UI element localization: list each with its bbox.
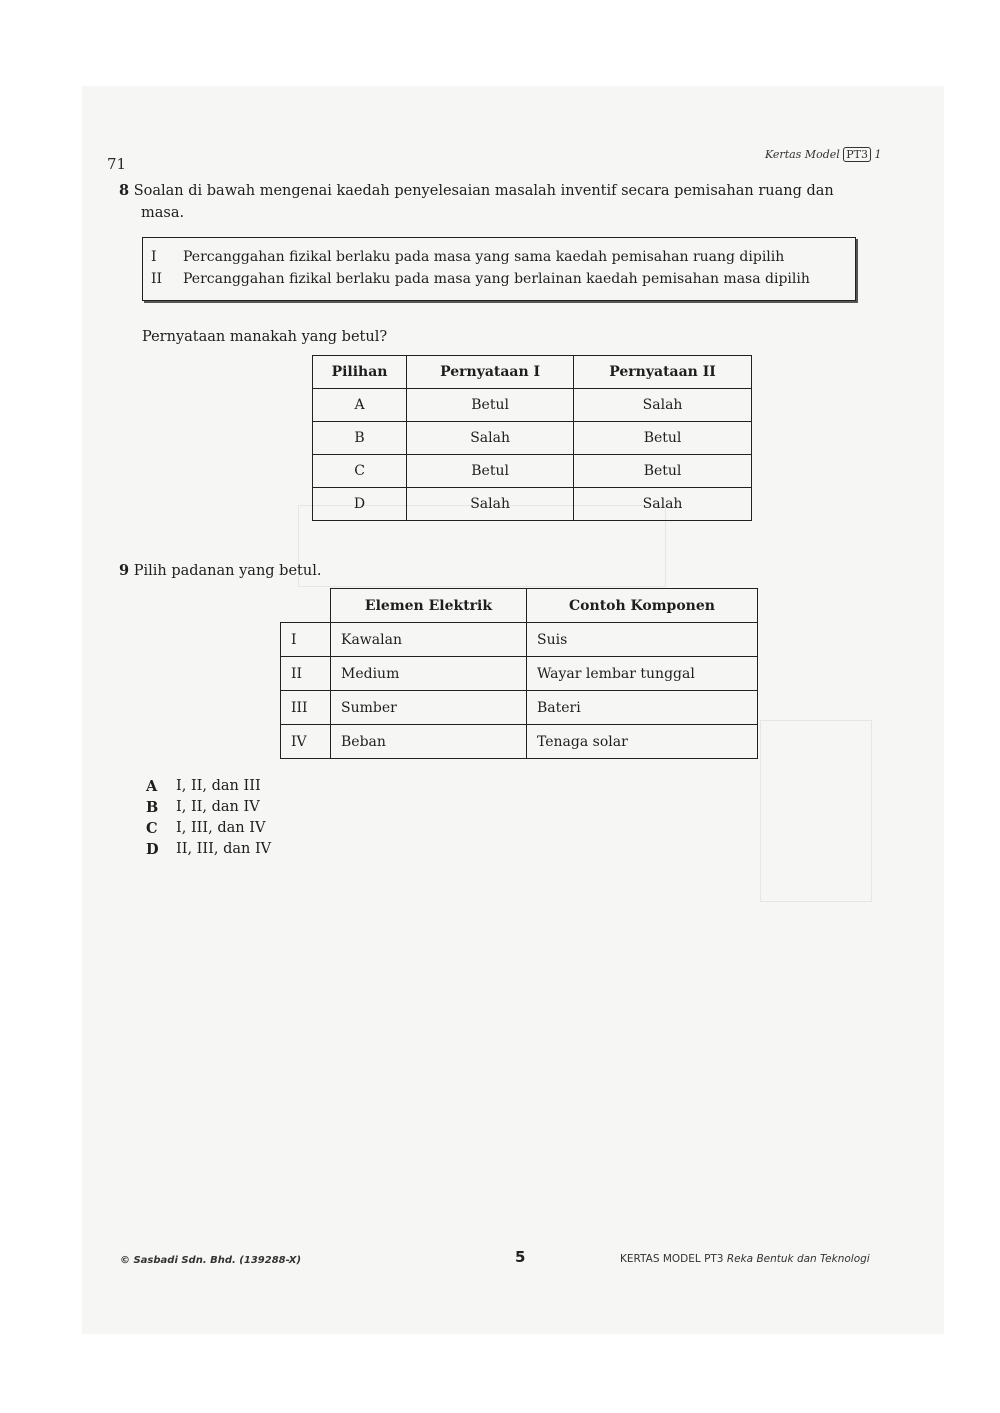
statement-row: [151, 268, 855, 290]
option-text: I, II, dan III: [176, 778, 261, 794]
statement-roman: I: [151, 249, 157, 265]
question-8-ask: Pernyataan manakah yang betul?: [142, 329, 388, 345]
cell-roman: II: [281, 657, 331, 691]
blank-corner: [281, 589, 331, 623]
cell-roman: I: [281, 623, 331, 657]
option-text: I, III, dan IV: [176, 820, 266, 836]
table-row: [313, 488, 752, 521]
question-9: [119, 562, 321, 579]
cell: Kawalan: [331, 623, 527, 657]
option-text: II, III, dan IV: [176, 841, 272, 857]
footer-title-subject: Reka Bentuk dan Teknologi: [726, 1253, 870, 1265]
paper-header: [765, 147, 882, 162]
option-letter: C: [146, 820, 158, 837]
header-pernyataan-2: Pernyataan II: [574, 356, 752, 389]
cell: Salah: [574, 389, 752, 422]
cell: A: [313, 389, 407, 422]
statement-row: [151, 246, 855, 268]
option-letter: A: [146, 778, 158, 795]
cell-roman: III: [281, 691, 331, 725]
cell: Bateri: [527, 691, 758, 725]
cell-roman: IV: [281, 725, 331, 759]
cell: Medium: [331, 657, 527, 691]
cell: Tenaga solar: [527, 725, 758, 759]
header-elemen-elektrik: Elemen Elektrik: [331, 589, 527, 623]
cell: Salah: [407, 488, 574, 521]
statement-text: Percanggahan fizikal berlaku pada masa yang sama kaedah pemisahan ruang dipilih: [183, 249, 785, 265]
option-a[interactable]: [146, 776, 271, 797]
cell: B: [313, 422, 407, 455]
cell: Betul: [407, 389, 574, 422]
cell: Sumber: [331, 691, 527, 725]
cell: Betul: [574, 422, 752, 455]
paper-number: 1: [874, 148, 882, 161]
show-through-ghost: [760, 720, 872, 902]
footer-title-main: KERTAS MODEL PT3: [620, 1253, 724, 1265]
cell: Betul: [574, 455, 752, 488]
question-number: 9: [119, 562, 130, 579]
table-row: [281, 691, 758, 725]
table-row: [281, 657, 758, 691]
cell: C: [313, 455, 407, 488]
statement-text: Percanggahan fizikal berlaku pada masa yang berlainan kaedah pemisahan masa dipilih: [183, 271, 810, 287]
cell: D: [313, 488, 407, 521]
option-d[interactable]: [146, 839, 271, 860]
header-contoh-komponen: Contoh Komponen: [527, 589, 758, 623]
cell: Suis: [527, 623, 758, 657]
table-header-row: [313, 356, 752, 389]
option-letter: B: [146, 799, 159, 816]
table-row: [281, 725, 758, 759]
footer-title: [620, 1253, 870, 1265]
table-header-row: [281, 589, 758, 623]
table-row: [281, 623, 758, 657]
cell: Salah: [574, 488, 752, 521]
page-number: 71: [107, 155, 127, 173]
statements-box: [142, 237, 856, 301]
cell: Salah: [407, 422, 574, 455]
matching-table-q9: [280, 588, 758, 759]
cell: Betul: [407, 455, 574, 488]
question-8: [119, 180, 899, 224]
answer-table-q8: [312, 355, 752, 521]
paper-label: Kertas Model: [765, 148, 840, 161]
footer-page-number: 5: [515, 1248, 526, 1266]
answer-options-q9: [146, 776, 271, 860]
footer-publisher: © Sasbadi Sdn. Bhd. (139288-X): [120, 1255, 302, 1266]
option-b[interactable]: [146, 797, 271, 818]
question-text: Soalan di bawah mengenai kaedah penyelesaian masalah inventif secara pemisahan ruang dan: [133, 183, 834, 199]
question-text-cont: masa.: [141, 205, 185, 221]
question-number: 8: [119, 182, 130, 199]
pt3-badge: PT3: [843, 147, 871, 162]
table-row: [313, 389, 752, 422]
cell: Beban: [331, 725, 527, 759]
header-pilihan: Pilihan: [313, 356, 407, 389]
table-row: [313, 422, 752, 455]
question-text: Pilih padanan yang betul.: [133, 563, 322, 579]
option-c[interactable]: [146, 818, 271, 839]
header-pernyataan-1: Pernyataan I: [407, 356, 574, 389]
cell: Wayar lembar tunggal: [527, 657, 758, 691]
statement-roman: II: [151, 271, 163, 287]
option-text: I, II, dan IV: [176, 799, 260, 815]
table-row: [313, 455, 752, 488]
option-letter: D: [146, 841, 159, 858]
